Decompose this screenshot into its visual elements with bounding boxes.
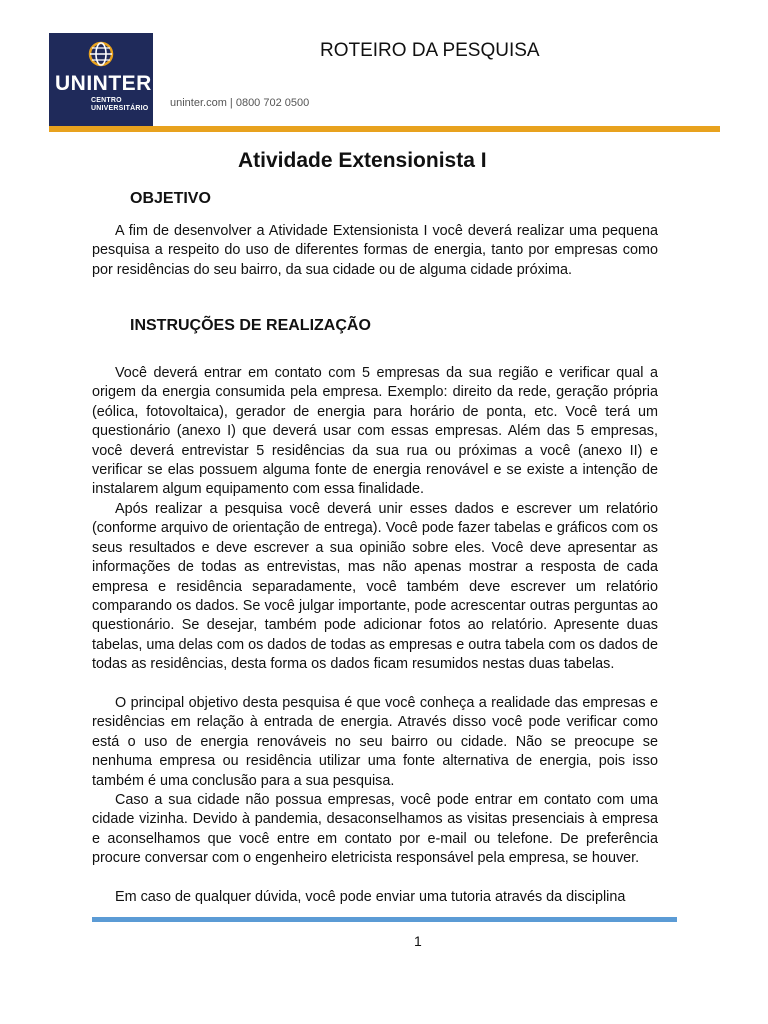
paragraph: Você deverá entrar em contato com 5 empresas da sua região e verificar qual a origem da energia consumida pela empresa. Exemplo: direito da rede, geração própria (eólica, fotovoltaica), gerador de energia para horário de ponta, etc. Você terá um questionário (anexo I) que deverá usar com essas empresas. Além das 5 empresas, você deverá entrevistar 5 residências da sua rua ou próximas a você (anexo II) e verificar se elas possuem alguma fonte de energia renovável e se existe a intenção de instalarem algum equipamento com essa finalidade. (92, 365, 658, 498)
section-heading-objetivo: OBJETIVO (130, 190, 211, 207)
globe-icon (88, 41, 114, 67)
logo-brand: UNINTER (55, 72, 152, 95)
paragraph: A fim de desenvolver a Atividade Extensionista I você deverá realizar uma pequena pesquisa a respeito do uso de diferentes formas de energia, tanto por empresas como por residências do seu bairro, da sua cidade ou de alguma cidade próxima. (92, 223, 658, 278)
paragraph: Caso a sua cidade não possua empresas, você pode entrar em contato com uma cidade vizinha. Devido à pandemia, desaconselhamos as visitas presenciais à empresa e aconselhamos que você entre em contato por e-mail ou telefone. De preferência procure conversar com o engenheiro eletricista responsável pela empresa, se houver. (92, 792, 658, 867)
paragraph: Em caso de qualquer dúvida, você pode enviar uma tutoria através da disciplina (115, 889, 626, 905)
section-heading-instrucoes: INSTRUÇÕES DE REALIZAÇÃO (130, 317, 371, 334)
footer-divider (92, 917, 677, 922)
logo-subtitle: CENTRO UNIVERSITÁRIO (91, 97, 149, 112)
logo-contact: uninter.com | 0800 702 0500 (170, 97, 310, 109)
header-divider (49, 126, 720, 132)
uninter-logo (49, 33, 153, 128)
document-title: Atividade Extensionista I (238, 149, 487, 172)
header-title: ROTEIRO DA PESQUISA (320, 40, 540, 61)
page-number: 1 (414, 933, 422, 949)
paragraph: O principal objetivo desta pesquisa é que você conheça a realidade das empresas e residências em relação à entrada de energia. Através disso você pode verificar como está o uso de energia renováveis no seu bairro ou cidade. Não se preocupe se nenhuma empresa ou residência utilizar uma fonte alternativa de energia, pois isso também é uma conclusão para a sua pesquisa. (92, 695, 658, 789)
paragraph: Após realizar a pesquisa você deverá unir esses dados e escrever um relatório (conforme arquivo de orientação de entrega). Você pode fazer tabelas e gráficos com os seus resultados e deve escrever a sua opinião sobre eles. Você deve apresentar as informações de todas as entrevistas, mas não apenas mostrar a resposta de cada empresa e residência separadamente, você também deve escrever um relatório comparando os dados. Se você julgar importante, pode acrescentar outras perguntas ao questionário. Se desejar, também pode adicionar fotos ao relatório. Apresente duas tabelas, uma delas com os dados de todas as empresas e outra tabela com os dados de todas as residências, desta forma os dados ficam resumidos nestas duas tabelas. (92, 501, 658, 673)
